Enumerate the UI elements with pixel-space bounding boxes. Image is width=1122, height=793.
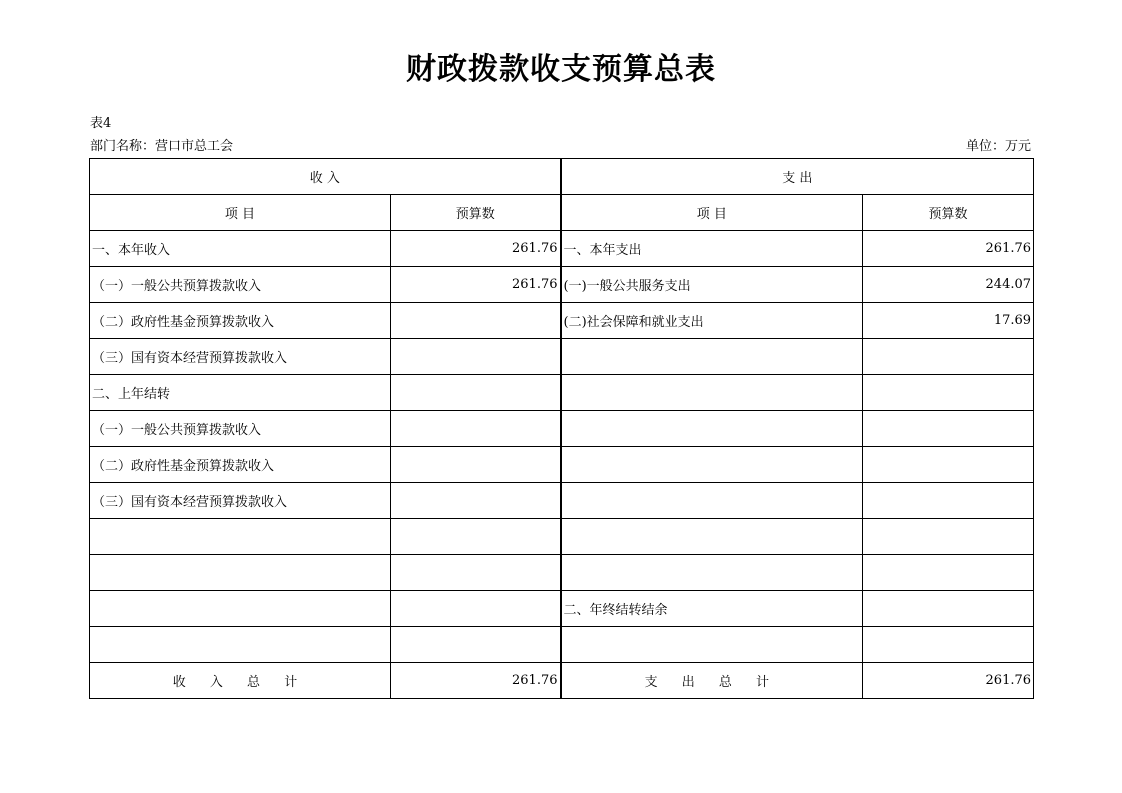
income-item-cell [90, 627, 391, 663]
table-row [90, 555, 1034, 591]
expense-total-value: 261.76 [863, 663, 1034, 699]
income-value-cell [391, 303, 561, 339]
income-item-cell: （二）政府性基金预算拨款收入 [90, 303, 391, 339]
income-item-cell: 一、本年收入 [90, 231, 391, 267]
expense-item-cell [561, 447, 863, 483]
expense-value-cell [863, 411, 1034, 447]
expense-value-cell: 17.69 [863, 303, 1034, 339]
income-value-cell [391, 591, 561, 627]
income-value-cell [391, 483, 561, 519]
income-item-cell: （三）国有资本经营预算拨款收入 [90, 339, 391, 375]
expense-header: 支 出 [561, 159, 1034, 195]
income-item-cell: （三）国有资本经营预算拨款收入 [90, 483, 391, 519]
expense-item-header: 项 目 [561, 195, 863, 231]
income-header: 收 入 [90, 159, 561, 195]
expense-item-cell: 二、年终结转结余 [561, 591, 863, 627]
income-value-cell [391, 375, 561, 411]
income-item-cell [90, 555, 391, 591]
table-number: 表4 [90, 116, 112, 131]
expense-value-cell [863, 591, 1034, 627]
expense-budget-header: 预算数 [863, 195, 1034, 231]
department-name: 部门名称：营口市总工会 [90, 139, 234, 154]
income-item-cell: （一）一般公共预算拨款收入 [90, 267, 391, 303]
table-row [90, 267, 1034, 303]
expense-item-cell [561, 555, 863, 591]
expense-value-cell [863, 519, 1034, 555]
expense-item-cell [561, 519, 863, 555]
expense-value-cell [863, 375, 1034, 411]
income-value-cell [391, 447, 561, 483]
expense-item-cell [561, 627, 863, 663]
expense-value-cell [863, 555, 1034, 591]
income-item-cell: （二）政府性基金预算拨款收入 [90, 447, 391, 483]
table-row [90, 231, 1034, 267]
column-header-row [90, 195, 1034, 231]
expense-value-cell: 244.07 [863, 267, 1034, 303]
table-row [90, 627, 1034, 663]
totals-row [90, 663, 1034, 699]
expense-value-cell [863, 339, 1034, 375]
income-value-cell [391, 519, 561, 555]
income-item-header: 项 目 [90, 195, 391, 231]
income-value-cell: 261.76 [391, 267, 561, 303]
expense-item-cell: (一)一般公共服务支出 [561, 267, 863, 303]
table-row [90, 591, 1034, 627]
income-total-label: 收 入 总 计 [90, 663, 391, 699]
table-row [90, 375, 1034, 411]
section-header-row [90, 159, 1034, 195]
income-value-cell [391, 555, 561, 591]
table-row [90, 411, 1034, 447]
income-item-cell: （一）一般公共预算拨款收入 [90, 411, 391, 447]
income-item-cell [90, 519, 391, 555]
income-value-cell: 261.76 [391, 231, 561, 267]
expense-item-cell [561, 411, 863, 447]
expense-item-cell: (二)社会保障和就业支出 [561, 303, 863, 339]
table-row [90, 303, 1034, 339]
table-row [90, 339, 1034, 375]
table-row [90, 447, 1034, 483]
income-budget-header: 预算数 [391, 195, 561, 231]
expense-value-cell [863, 447, 1034, 483]
income-value-cell [391, 411, 561, 447]
expense-item-cell: 一、本年支出 [561, 231, 863, 267]
expense-value-cell: 261.76 [863, 231, 1034, 267]
budget-table [89, 158, 1034, 699]
income-item-cell [90, 591, 391, 627]
income-item-cell: 二、上年结转 [90, 375, 391, 411]
unit-label: 单位：万元 [965, 139, 1031, 154]
expense-item-cell [561, 483, 863, 519]
expense-item-cell [561, 375, 863, 411]
income-total-value: 261.76 [391, 663, 561, 699]
expense-item-cell [561, 339, 863, 375]
expense-value-cell [863, 627, 1034, 663]
income-value-cell [391, 339, 561, 375]
expense-value-cell [863, 483, 1034, 519]
table-row [90, 519, 1034, 555]
income-value-cell [391, 627, 561, 663]
expense-total-label: 支 出 总 计 [561, 663, 863, 699]
table-row [90, 483, 1034, 519]
page-title: 财政拨款收支预算总表 [406, 52, 716, 87]
